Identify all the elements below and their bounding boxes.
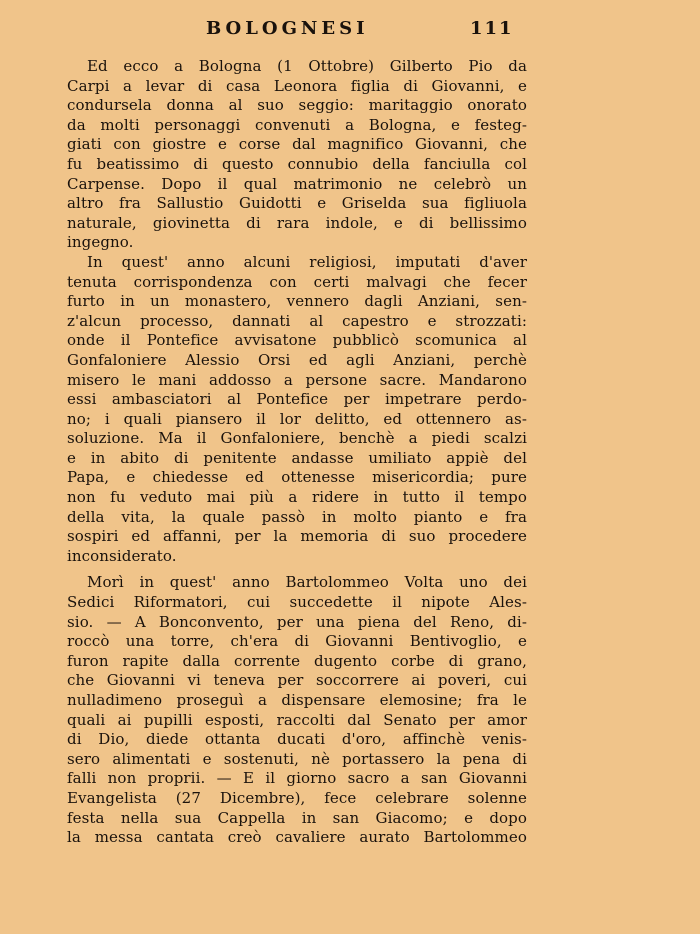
text-line: ingegno.	[67, 233, 134, 252]
text-line: furon rapite dalla corrente dugento corbe di grano,	[67, 651, 527, 670]
text-line: che Giovanni vi teneva per soccorrere ai poveri, cui	[67, 671, 527, 690]
text-line: la messa cantata creò cavaliere aurato Bartolommeo	[67, 828, 527, 847]
text-line: giati con giostre e corse dal magnifico Giovanni, che	[67, 135, 527, 154]
text-line: inconsiderato.	[67, 546, 177, 565]
text-line: festa nella sua Cappella in san Giacomo; e dopo	[67, 808, 527, 827]
text-line: condursela donna al suo seggio: maritaggio onorato	[67, 96, 527, 115]
text-line: misero le mani addosso a persone sacre. Mandarono	[67, 370, 527, 389]
text-line: essi ambasciatori al Pontefice per impetrare perdo-	[67, 390, 527, 409]
text-line: Sedici Riformatori, cui succedette il nipote Ales-	[67, 593, 527, 612]
text-line: quali ai pupilli esposti, raccolti dal Senato per amor	[67, 710, 527, 729]
text-line: sospiri ed affanni, per la memoria di suo procedere	[67, 527, 527, 546]
text-line: altro fra Sallustio Guidotti e Griselda sua figliuola	[67, 194, 527, 213]
text-line: sero alimentati e sostenuti, nè portassero la pena di	[67, 749, 527, 768]
paragraph	[67, 253, 527, 567]
paragraph-gap	[67, 566, 527, 573]
text-line: da molti personaggi convenuti a Bologna, e festeg-	[67, 115, 527, 134]
text-line: non fu veduto mai più a ridere in tutto il tempo	[67, 488, 527, 507]
text-line: furto in un monastero, vennero dagli Anziani, sen-	[67, 292, 527, 311]
text-line: tenuta corrispondenza con certi malvagi che fecer	[67, 272, 527, 291]
text-line: sio. — A Bonconvento, per una piena del Reno, di-	[67, 612, 527, 631]
text-line: onde il Pontefice avvisatone pubblicò scomunica al	[67, 331, 527, 350]
text-line: fu beatissimo di questo connubio della fanciulla col	[67, 154, 527, 173]
text-line: e in abito di penitente andasse umiliato appiè del	[67, 448, 527, 467]
text-line: Ed ecco a Bologna (1 Ottobre) Gilberto Pio da	[87, 57, 527, 75]
text-line: Carpi a levar di casa Leonora figlia di Giovanni, e	[67, 76, 527, 95]
text-line: Papa, e chiedesse ed ottenesse misericordia; pure	[67, 468, 527, 487]
text-line: falli non proprii. — E il giorno sacro a san Giovanni	[67, 769, 527, 788]
page-header	[0, 18, 700, 48]
text-line: Carpense. Dopo il qual matrimonio ne celebrò un	[67, 174, 527, 193]
text-line: soluzione. Ma il Gonfaloniere, benchè a piedi scalzi	[67, 429, 527, 448]
text-line: no; i quali piansero il lor delitto, ed ottennero as-	[67, 409, 527, 428]
text-line: della vita, la quale passò in molto pianto e fra	[67, 507, 527, 526]
running-head: BOLOGNESI	[206, 18, 369, 39]
paragraph	[67, 57, 527, 253]
page-number: 111	[470, 18, 514, 39]
text-line: di Dio, diede ottanta ducati d'oro, affinchè venis-	[67, 730, 527, 749]
text-line: naturale, giovinetta di rara indole, e di bellissimo	[67, 213, 527, 232]
text-line: Evangelista (27 Dicembre), fece celebrare solenne	[67, 788, 527, 807]
text-line: roccò una torre, ch'era di Giovanni Bentivoglio, e	[67, 632, 527, 651]
text-line: Morì in quest' anno Bartolommeo Volta uno dei	[87, 573, 527, 592]
text-line: nulladimeno proseguì a dispensare elemosine; fra le	[67, 691, 527, 709]
text-line: In quest' anno alcuni religiosi, imputati d'aver	[87, 252, 527, 271]
body-text	[67, 57, 527, 848]
paragraph	[67, 573, 527, 847]
text-line: z'alcun processo, dannati al capestro e strozzati:	[67, 311, 527, 330]
text-line: Gonfaloniere Alessio Orsi ed agli Anziani, perchè	[67, 350, 527, 369]
